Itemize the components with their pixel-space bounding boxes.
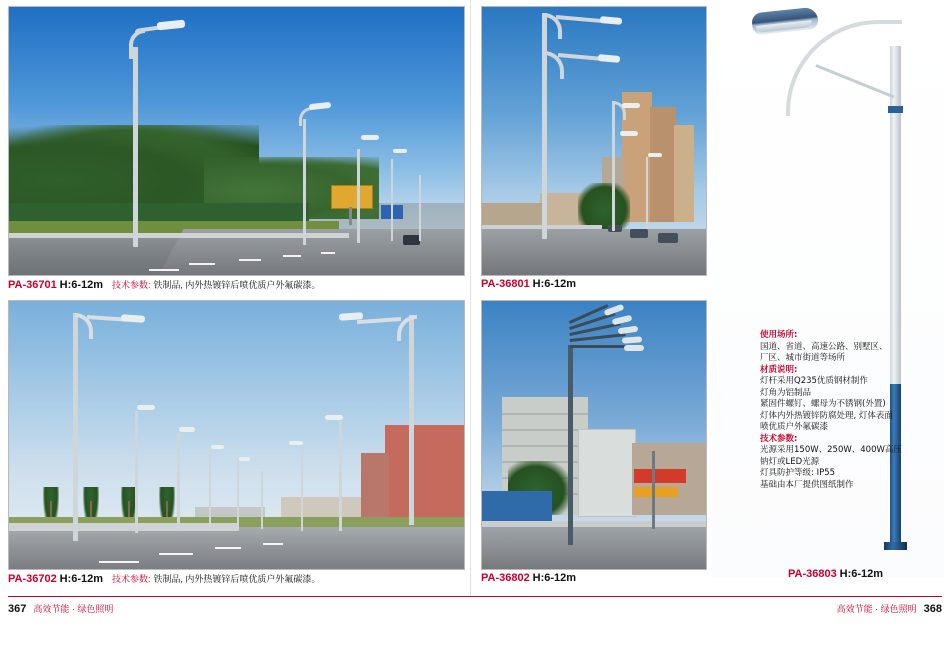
lamp-head — [624, 345, 644, 351]
road-surface — [482, 527, 706, 569]
lane-marking — [263, 543, 283, 545]
product-code: PA-36702 — [8, 573, 57, 585]
footer-right — [837, 602, 942, 615]
shop-signage — [634, 487, 678, 497]
tech-line-4: 基础由本厂提供图纸制作 — [760, 479, 854, 490]
lamp-pole — [135, 411, 138, 533]
usage-line-2: 厂区、城市街道等场所 — [760, 353, 846, 363]
tech-line-3: 灯具防护等级: IP55 — [760, 468, 836, 478]
product-code: PA-36701 — [8, 279, 57, 291]
vehicle — [658, 233, 678, 243]
tech-heading: 技术参数: — [760, 433, 798, 444]
lamp-head — [211, 445, 224, 449]
material-line-4: 灯体内外热镀锌防腐处理, 灯体表面 — [760, 410, 893, 421]
glass-facade — [578, 429, 636, 517]
footer-rule — [8, 596, 942, 597]
billboard — [331, 185, 373, 209]
lamp-pole — [177, 433, 180, 531]
product-height: H:6-12m — [59, 573, 104, 585]
lane-marking — [283, 255, 301, 257]
vehicle — [630, 229, 648, 238]
lane-marking — [99, 561, 139, 563]
footer-tagline-left: 高效节能 · 绿色照明 — [33, 604, 114, 614]
lamp-pole — [652, 451, 655, 529]
material-line-1: 灯杆采用Q235优质钢材制作 — [760, 376, 868, 386]
tech-text: 铁制品, 内外热镀锌后喷优质户外氟碳漆。 — [153, 574, 321, 584]
photo-pa-36701 — [8, 6, 465, 276]
tech-label: 技术参数: — [111, 574, 151, 584]
spec-block — [760, 330, 940, 491]
page-number-right: 368 — [923, 603, 942, 615]
lamp-pole — [237, 461, 239, 529]
lamp-pole — [339, 421, 342, 531]
kerb — [9, 233, 349, 238]
lamp-pole — [612, 101, 615, 231]
lamp-head — [361, 135, 379, 140]
tower-building — [674, 125, 694, 222]
shop-signage — [634, 469, 686, 483]
lane-marking — [149, 269, 179, 271]
lane-marking — [215, 547, 241, 549]
caption-pa-36803 — [788, 568, 883, 580]
tech-line-2: 钠灯或LED光源 — [760, 456, 820, 467]
lamp-head — [393, 149, 407, 153]
lamp-pole — [568, 345, 573, 545]
caption-pa-36801 — [481, 278, 576, 290]
lamp-pole — [409, 315, 414, 525]
lamp-arm-curve — [786, 20, 902, 116]
product-height: H:6-12m — [532, 572, 577, 584]
tower-building — [650, 107, 676, 222]
lamp-head — [325, 415, 343, 420]
lamp-arm — [570, 345, 628, 348]
lane-marking — [239, 259, 261, 261]
material-heading: 材质说明: — [760, 364, 798, 375]
product-code: PA-36801 — [481, 278, 530, 290]
product-code: PA-36803 — [788, 568, 837, 580]
tech-line-1: 光源采用150W、250W、400W高压 — [760, 445, 902, 455]
lane-marking — [159, 553, 193, 555]
tech-text: 铁制品, 内外热镀锌后喷优质户外氟碳漆。 — [153, 280, 321, 290]
lamp-pole — [419, 175, 421, 241]
photo-pa-36802 — [481, 300, 707, 570]
lamp-head — [648, 153, 662, 157]
page-gutter-divider — [470, 0, 471, 596]
lamp-pole — [73, 313, 78, 541]
median-strip — [9, 523, 239, 531]
page-number-left: 367 — [8, 603, 27, 615]
product-height: H:6-12m — [839, 568, 884, 580]
product-height: H:6-12m — [59, 279, 104, 291]
lamp-head — [137, 405, 155, 410]
street-trees — [578, 183, 630, 231]
lamp-head — [179, 427, 195, 432]
lamp-pole — [357, 149, 360, 243]
material-line-5: 喷优质户外氟碳漆 — [760, 422, 829, 432]
lamp-head — [622, 103, 640, 108]
photo-pa-36702 — [8, 300, 465, 570]
footer-left — [8, 602, 113, 615]
photo-pa-36801 — [481, 6, 707, 276]
caption-pa-36802 — [481, 572, 576, 584]
lamp-pole — [542, 13, 547, 239]
lamp-head — [289, 441, 303, 445]
photo-pa-36803 — [712, 6, 944, 578]
lamp-pole — [133, 47, 138, 247]
lamp-pole — [391, 159, 393, 241]
pole-base-flange — [884, 542, 907, 550]
vehicle — [608, 225, 622, 232]
product-code: PA-36802 — [481, 572, 530, 584]
caption-pa-36701 — [8, 278, 320, 291]
lane-marking — [189, 263, 215, 265]
lamp-head — [620, 131, 638, 136]
usage-heading: 使用场所: — [760, 330, 798, 340]
product-height: H:6-12m — [532, 278, 577, 290]
lamp-pole — [303, 119, 306, 245]
usage-line-1: 国道、省道、高速公路、别墅区、 — [760, 341, 888, 352]
footer-tagline-right: 高效节能 · 绿色照明 — [836, 604, 917, 614]
lamp-head — [239, 457, 250, 461]
tech-label: 技术参数: — [111, 280, 151, 290]
lamp-pole — [301, 445, 303, 531]
lamp-pole — [646, 157, 648, 229]
material-line-3: 紧固件螺钉、螺母为不锈钢(外置) — [760, 399, 886, 409]
lane-marking — [321, 252, 335, 254]
vehicle — [403, 235, 420, 245]
lamp-pole — [209, 449, 211, 531]
caption-pa-36702 — [8, 572, 320, 585]
material-line-2: 灯角为铝制品 — [760, 387, 812, 398]
lamp-pole — [261, 471, 263, 529]
